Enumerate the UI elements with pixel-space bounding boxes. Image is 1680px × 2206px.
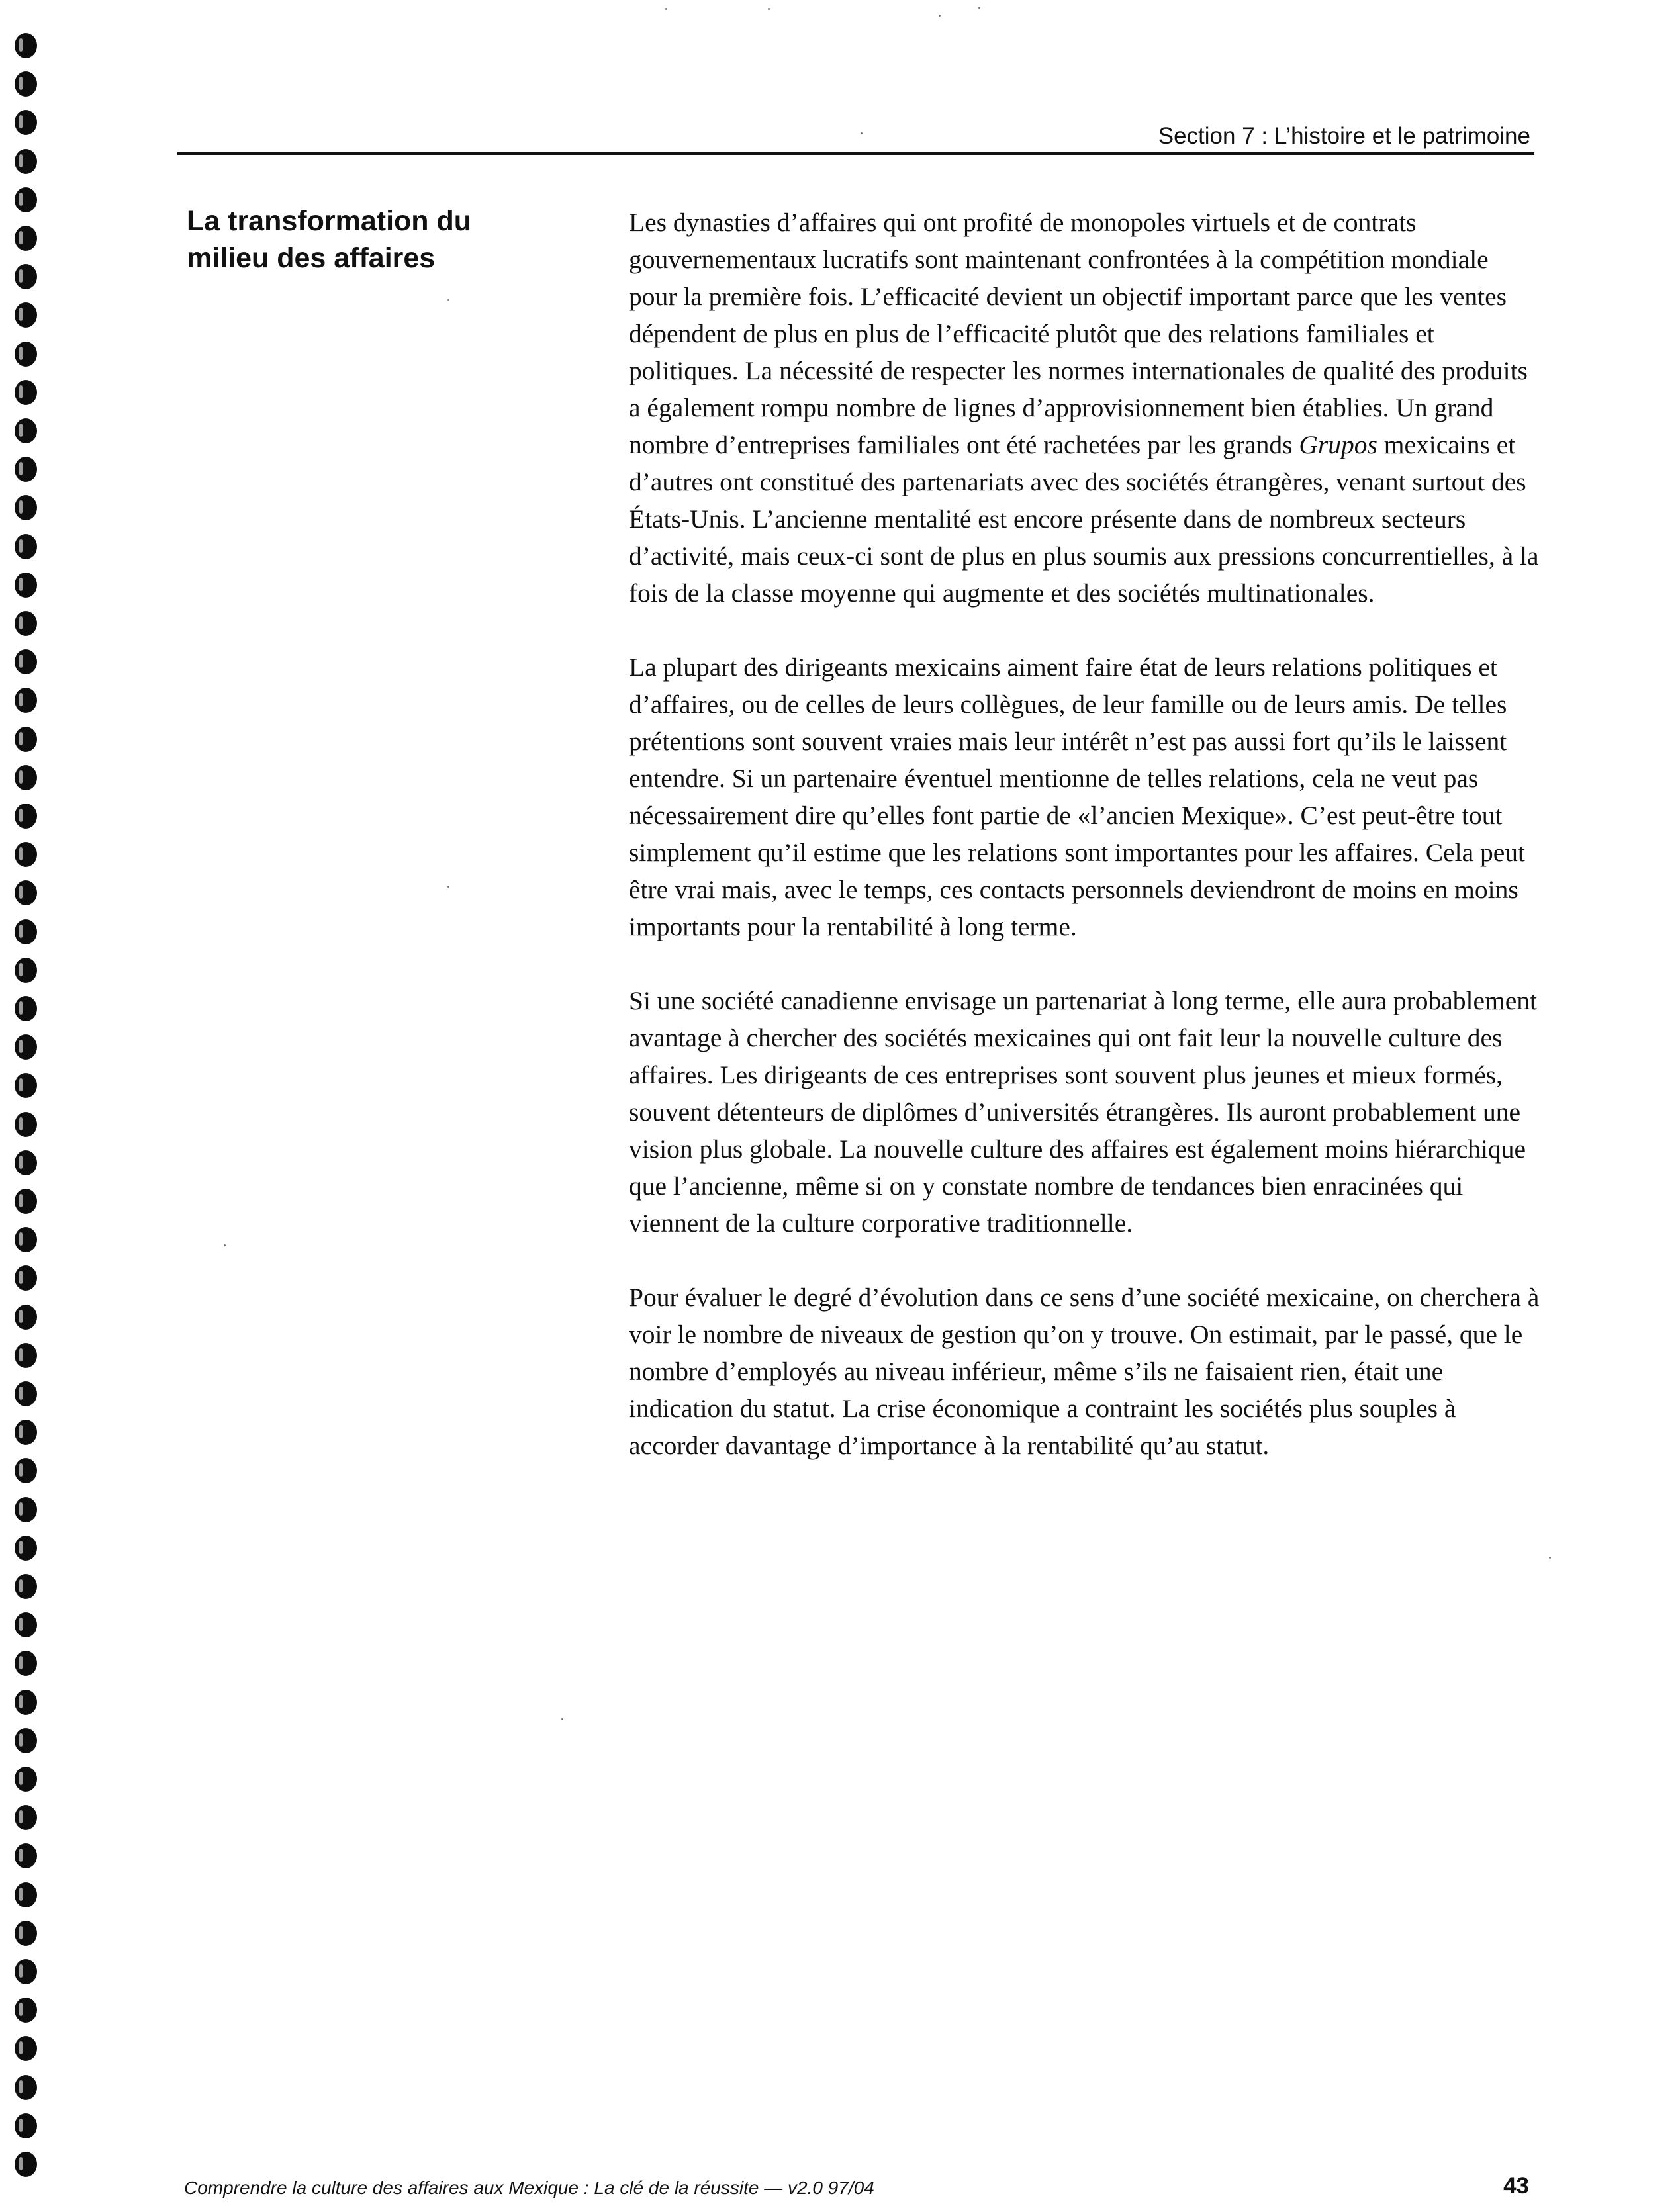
binding-hole <box>15 727 37 752</box>
binding-hole <box>15 495 37 520</box>
binding-hole <box>15 457 37 482</box>
binding-holes <box>12 33 41 2197</box>
paragraph-1: Les dynasties d’affaires qui ont profité de monopoles virtuels et de contrats gouvernementaux lucratifs sont maintenant confrontées à la compétition mondiale pour la première fois. L’efficacité devient un objectif important parce que les ventes dépendent de plus en plus de l’efficacité plutôt que des relations familiales et politiques. La nécessité de respecter les normes internationales de qualité des produits a également rompu nombre de lignes d’approvisionnement bien établies. Un grand nombre d’entreprises familiales ont été rachetées par les grands Grupos mexicains et d’autres ont constitué des partenariats avec des sociétés étrangères, venant surtout des États-Unis. L’ancienne mentalité est encore présente dans de nombreux secteurs d’activité, mais ceux-ci sont de plus en plus soumis aux pressions concurrentielles, à la fois de la classe moyenne qui augmente et des sociétés multinationales. <box>629 208 1539 608</box>
binding-hole <box>15 2152 37 2177</box>
binding-hole <box>15 1612 37 1637</box>
page-number: 43 <box>1503 2173 1529 2199</box>
binding-hole <box>15 1921 37 1946</box>
binding-hole <box>15 1420 37 1445</box>
scan-speck <box>939 15 941 17</box>
binding-hole <box>15 1998 37 2023</box>
scan-speck <box>978 7 980 9</box>
binding-hole <box>15 996 37 1021</box>
paragraph-4: Pour évaluer le degré d’évolution dans ce sens d’une société mexicaine, on cherchera à voir le nombre de niveaux de gestion qu’on y trouve. On estimait, par le passé, que le nombre d’employés au niveau inférieur, même s’ils ne faisaient rien, était une indication du statut. La crise économique a contraint les sociétés plus souples à accorder davantage d’importance à la rentabilité qu’au statut. <box>629 1283 1540 1460</box>
binding-hole <box>15 1536 37 1561</box>
scan-speck <box>861 132 863 134</box>
binding-hole <box>15 1574 37 1599</box>
binding-hole <box>15 33 37 58</box>
binding-hole <box>15 1189 37 1214</box>
scan-speck <box>447 886 449 888</box>
binding-hole <box>15 534 37 559</box>
binding-hole <box>15 765 37 790</box>
scan-speck <box>447 299 449 301</box>
binding-hole <box>15 71 37 97</box>
section-title: Section 7 : L’histoire et le patrimoine <box>1158 123 1530 149</box>
binding-hole <box>15 1805 37 1830</box>
binding-hole <box>15 611 37 636</box>
binding-hole <box>15 1227 37 1252</box>
binding-hole <box>15 1651 37 1676</box>
binding-hole <box>15 958 37 983</box>
binding-hole <box>15 2036 37 2061</box>
binding-hole <box>15 1112 37 1137</box>
binding-hole <box>15 1728 37 1753</box>
side-heading: La transformation du milieu des affaires <box>187 205 472 274</box>
binding-hole <box>15 1034 37 1060</box>
italic-term: Grupos <box>1299 430 1377 459</box>
binding-hole <box>15 1073 37 1098</box>
binding-hole <box>15 1150 37 1175</box>
binding-hole <box>15 187 37 212</box>
scan-speck <box>665 8 667 10</box>
binding-hole <box>15 226 37 251</box>
binding-hole <box>15 880 37 905</box>
binding-hole <box>15 1458 37 1483</box>
binding-hole <box>15 1882 37 1907</box>
binding-hole <box>15 110 37 135</box>
binding-hole <box>15 1343 37 1368</box>
binding-hole <box>15 1381 37 1406</box>
binding-hole <box>15 804 37 829</box>
scan-speck <box>561 1718 563 1720</box>
scan-speck <box>1549 1557 1551 1559</box>
paragraph-3: Si une société canadienne envisage un partenariat à long terme, elle aura probablement avantage à chercher des sociétés mexicaines qui ont fait leur la nouvelle culture des affaires. Les dirigeants de ces entreprises sont souvent plus jeunes et mieux formés, souvent détenteurs de diplômes d’universités étrangères. Ils auront probablement une vision plus globale. La nouvelle culture des affaires est également moins hiérarchique que l’ancienne, même si on y constate nombre de tendances bien enracinées qui viennent de la culture corporative traditionnelle. <box>629 986 1538 1238</box>
binding-hole <box>15 919 37 944</box>
binding-hole <box>15 842 37 867</box>
footer-text: Comprendre la culture des affaires aux Mexique : La clé de la réussite — v2.0 97/04 <box>184 2178 874 2198</box>
binding-hole <box>15 688 37 713</box>
binding-hole <box>15 1265 37 1291</box>
binding-hole <box>15 1497 37 1522</box>
binding-hole <box>15 1690 37 1715</box>
binding-hole <box>15 418 37 443</box>
binding-hole <box>15 2075 37 2100</box>
binding-hole <box>15 342 37 367</box>
binding-hole <box>15 1305 37 1330</box>
body-text <box>629 204 1542 1501</box>
page-header <box>177 118 1534 155</box>
binding-hole <box>15 380 37 405</box>
scan-speck <box>768 8 770 10</box>
binding-hole <box>15 1959 37 1984</box>
binding-hole <box>15 1843 37 1868</box>
paragraph-2: La plupart des dirigeants mexicains aiment faire état de leurs relations politiques et d’affaires, ou de celles de leurs collègues, de leur famille ou de leurs amis. De telles prétentions sont souvent vraies mais leur intérêt n’est pas aussi fort qu’ils le laissent entendre. Si un partenaire éventuel mentionne de telles relations, cela ne veut pas nécessairement dire qu’elles font partie de «l’ancien Mexique». C’est peut-être tout simplement qu’il estime que les relations sont importantes pour les affaires. Cela peut être vrai mais, avec le temps, ces contacts personnels deviendront de moins en moins importants pour la rentabilité à long terme. <box>629 653 1526 941</box>
binding-hole <box>15 302 37 328</box>
binding-hole <box>15 149 37 174</box>
binding-hole <box>15 573 37 598</box>
binding-hole <box>15 649 37 674</box>
scan-speck <box>224 1244 226 1246</box>
binding-hole <box>15 2113 37 2138</box>
binding-hole <box>15 1767 37 1792</box>
binding-hole <box>15 264 37 289</box>
